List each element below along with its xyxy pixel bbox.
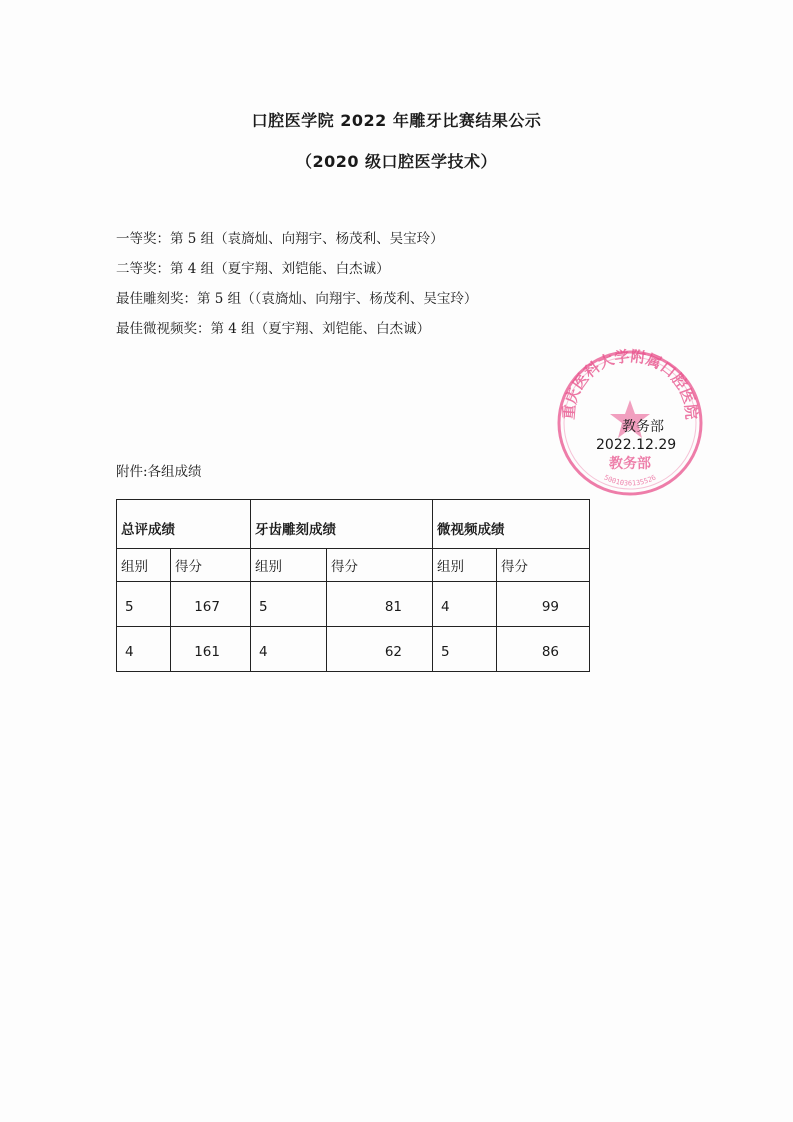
seal-sub-text: 教务部: [609, 456, 651, 472]
column-header: 组别: [117, 549, 171, 582]
column-header: 得分: [497, 549, 590, 582]
signature-department: 教务部: [622, 419, 664, 435]
section-video-score: 微视频成绩: [433, 500, 590, 549]
seal-code-text: 5001036135526: [602, 473, 658, 488]
table-row: [117, 627, 590, 672]
award-text: 第 5 组（（袁旖灿、向翔宇、杨茂利、吴宝玲）: [197, 291, 478, 307]
column-header: 得分: [327, 549, 433, 582]
table-subheader-row: [117, 549, 590, 582]
table-cell: 4: [251, 627, 327, 672]
table-cell: 161: [171, 627, 251, 672]
table-row: [117, 582, 590, 627]
table-cell: 5: [433, 627, 497, 672]
table-cell: 81: [327, 582, 433, 627]
document-title: 口腔医学院 2022 年雕牙比赛结果公示: [251, 111, 542, 130]
table-cell: 62: [327, 627, 433, 672]
table-section-header-row: [117, 500, 590, 549]
section-carving-score: 牙齿雕刻成绩: [251, 500, 433, 549]
table-cell: 4: [117, 627, 171, 672]
column-header: 组别: [433, 549, 497, 582]
signature-date: 2022.12.29: [596, 437, 677, 453]
column-header: 得分: [171, 549, 251, 582]
svg-text:5001036135526: [603, 474, 658, 488]
attachment-label: 附件:各组成绩: [116, 464, 202, 480]
award-text: 第 5 组（袁旖灿、向翔宇、杨茂利、吴宝玲）: [170, 231, 444, 247]
award-text: 第 4 组（夏宇翔、刘铠能、白杰诚）: [210, 321, 431, 337]
table-cell: 99: [497, 582, 590, 627]
score-table: [116, 499, 590, 672]
table-cell: 4: [433, 582, 497, 627]
table-cell: 5: [251, 582, 327, 627]
table-cell: 167: [171, 582, 251, 627]
column-header: 组别: [251, 549, 327, 582]
award-first-prize: [116, 227, 444, 247]
award-label: 最佳微视频奖：: [116, 321, 211, 337]
table-cell: 86: [497, 627, 590, 672]
document-subtitle: （2020 级口腔医学技术）: [295, 152, 498, 171]
seal-arc-text: 重庆医科大学附属口腔医院: [559, 348, 701, 421]
award-label: 一等奖：: [116, 231, 170, 247]
award-best-video: [116, 317, 430, 337]
section-total-score: 总评成绩: [117, 500, 251, 549]
award-label: 最佳雕刻奖：: [116, 291, 197, 307]
award-best-carving: [116, 287, 477, 307]
table-cell: 5: [117, 582, 171, 627]
award-second-prize: [116, 257, 390, 277]
award-label: 二等奖：: [116, 261, 170, 277]
award-text: 第 4 组（夏宇翔、刘铠能、白杰诚）: [170, 261, 390, 277]
